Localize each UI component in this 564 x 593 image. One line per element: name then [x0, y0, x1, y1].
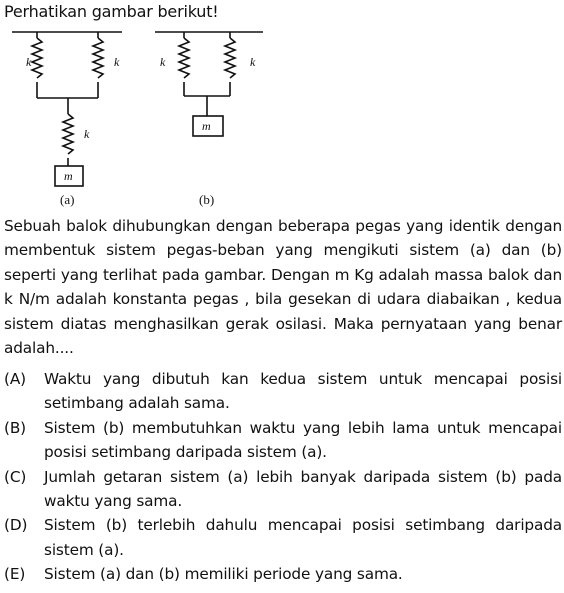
spring-a-right [93, 38, 103, 78]
option-label: (E) [4, 565, 26, 584]
spring-systems-figure [0, 22, 290, 212]
option-text: Sistem (b) terlebih dahulu mencapai posisi setimbang daripada sistem (a). [44, 516, 562, 559]
label-k-b-left: k [160, 55, 166, 69]
spring-a-left [32, 38, 42, 78]
caption-b: (b) [199, 192, 215, 207]
label-k-b-right: k [250, 55, 256, 69]
option-a[interactable] [4, 367, 562, 416]
option-label: (C) [4, 467, 27, 486]
option-c[interactable] [4, 465, 562, 514]
option-text: Sistem (a) dan (b) memiliki periode yang sama. [44, 565, 403, 584]
label-k-a-left: k [26, 55, 32, 69]
option-label: (A) [4, 370, 26, 388]
label-m-a: m [64, 169, 73, 183]
option-label: (D) [4, 516, 28, 535]
option-d[interactable] [4, 513, 562, 562]
question-paragraph: Sebuah balok dihubungkan dengan beberapa pegas yang identik dengan membentuk sistem pegas-beban yang mengikuti sistem (a) dan (b) seperti yang terlihat pada gambar. Dengan m Kg adalah massa balok dan k N/m adalah konstanta pegas , bila gesekan di udara diabaikan , kedua sistem diatas menghasilkan gerak osilasi. Maka pernyataan yang benar adalah.... [4, 217, 562, 358]
spring-b-right [225, 38, 235, 78]
intro-text: Perhatikan gambar berikut! [4, 2, 219, 21]
spring-a-lower [63, 114, 73, 154]
label-k-a-right: k [114, 55, 120, 69]
option-e[interactable] [4, 562, 562, 586]
label-k-a-lower: k [84, 127, 90, 141]
spring-b-left [179, 38, 189, 78]
option-text: Waktu yang dibutuh kan kedua sistem untuk mencapai posisi setimbang adalah sama. [44, 370, 562, 413]
option-label: (B) [4, 418, 26, 437]
label-m-b: m [202, 119, 211, 133]
option-text: Sistem (b) membutuhkan waktu yang lebih lama untuk mencapai posisi setimbang daripada sistem (a). [44, 418, 562, 462]
option-text: Jumlah getaran sistem (a) lebih banyak daripada sistem (b) pada waktu yang sama. [44, 467, 562, 511]
option-b[interactable] [4, 416, 562, 465]
answer-options [4, 367, 562, 587]
spring-diagram [0, 22, 290, 212]
caption-a: (a) [60, 192, 75, 207]
